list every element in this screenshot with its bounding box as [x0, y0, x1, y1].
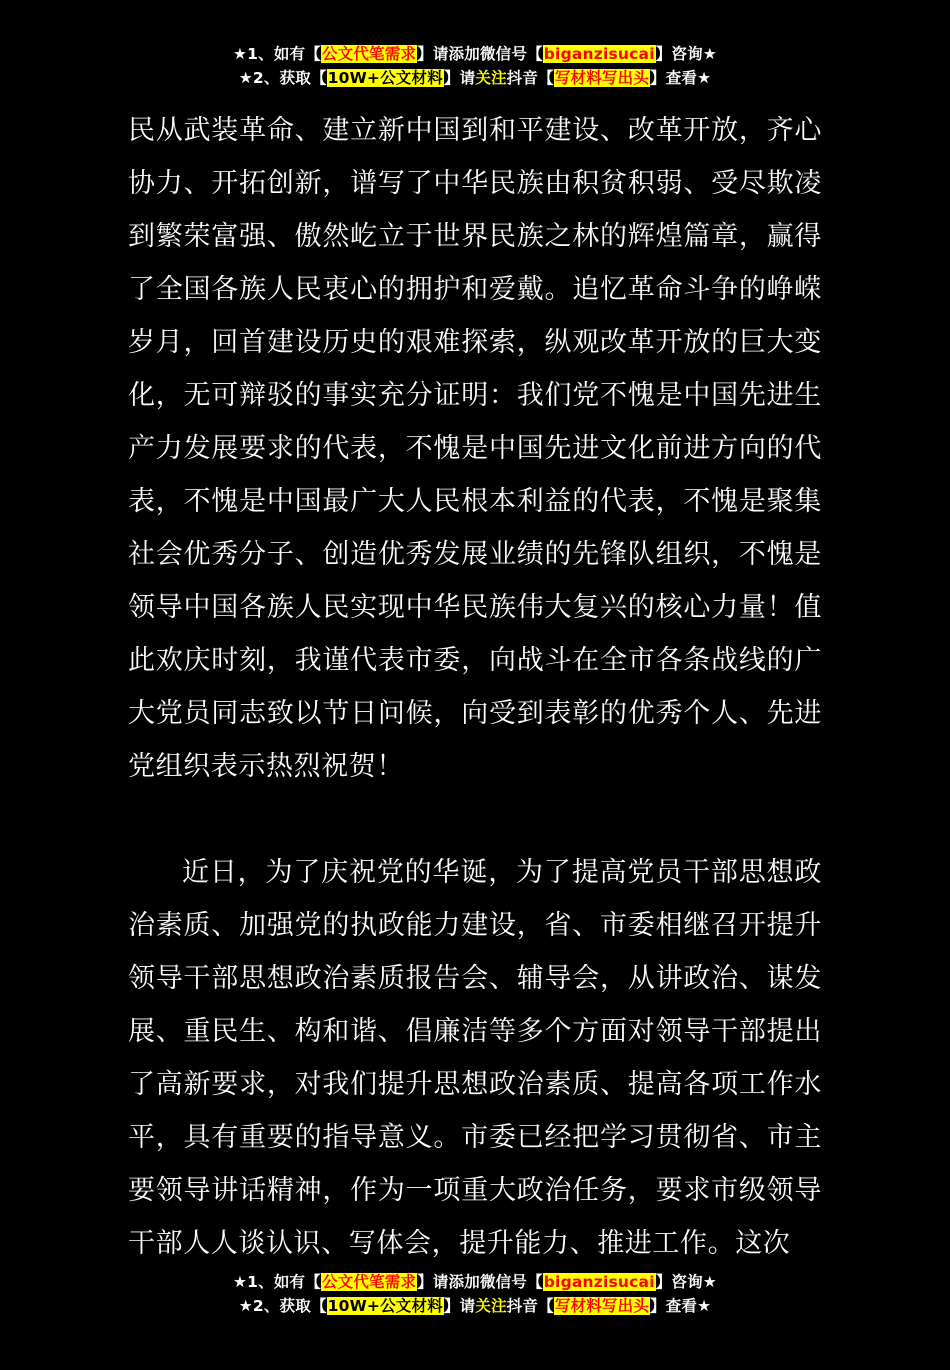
promo-bottom-line2-mid2: 抖音 [506, 1297, 539, 1316]
promo-top-line2-douyin-id: 写材料写出头 [554, 69, 650, 88]
promo-top-line-1 [0, 42, 950, 66]
promo-bottom-line1-mid: 请添加微信号 [432, 1273, 528, 1292]
promo-top-line2-bracket2-close: 】 [650, 69, 666, 88]
promo-bottom-line1-prefix: 1、如有 [247, 1273, 306, 1292]
promo-top-line2-highlight: 10W+公文材料 [327, 69, 443, 88]
promo-top-line1-wechat-id: biganzisucai [543, 45, 655, 63]
promo-bottom-line1-wechat-id: biganzisucai [543, 1273, 655, 1292]
promo-bottom-line2-mid-highlight: 关注 [475, 1297, 507, 1316]
promo-top-line2-bracket-open: 【 [310, 69, 327, 88]
promo-bottom-line2-bracket-open: 【 [310, 1297, 327, 1316]
promo-bottom-line2-bracket2-close: 】 [650, 1297, 666, 1316]
promo-top-line1-bracket-close: 】 [417, 45, 433, 63]
promo-top-line1-bracket2-close: 】 [655, 45, 672, 63]
promo-bottom-line2-mid: 请 [459, 1297, 476, 1316]
promo-bottom-line2-bracket-close: 】 [443, 1297, 460, 1316]
star-right-icon: ★ [702, 45, 717, 63]
promo-bottom-line1-bracket-close: 】 [417, 1273, 433, 1292]
promo-bottom-line1-bracket2-close: 】 [655, 1273, 672, 1292]
promo-top-line1-mid: 请添加微信号 [432, 45, 528, 63]
promo-top-line1-bracket-open: 【 [305, 45, 321, 63]
promo-top-line2-mid2: 抖音 [506, 69, 539, 88]
star-left-icon-3: ★ [233, 1273, 248, 1292]
star-left-icon: ★ [233, 45, 248, 63]
promo-bottom-line1-bracket-open: 【 [305, 1273, 321, 1292]
promo-top-line2-mid-highlight: 关注 [475, 69, 507, 88]
document-body [0, 90, 950, 1270]
body-paragraph-1: 民从武装革命、建立新中国到和平建设、改革开放，齐心协力、开拓创新，谱写了中华民族由积贫积弱、受尽欺凌到繁荣富强、傲然屹立于世界民族之林的辉煌篇章，赢得了全国各族人民衷心的拥护和爱戴。追忆革命斗争的峥嵘岁月，回首建设历史的艰难探索，纵观改革开放的巨大变化，无可辩驳的事实充分证明：我们党不愧是中国先进生产力发展要求的代表，不愧是中国先进文化前进方向的代表，不愧是中国最广大人民根本利益的代表，不愧是聚集社会优秀分子、创造优秀发展业绩的先锋队组织，不愧是领导中国各族人民实现中华民族伟大复兴的核心力量！值此欢庆时刻，我谨代表市委，向战斗在全市各条战线的广大党员同志致以节日问候，向受到表彰的优秀个人、先进党组织表示热烈祝贺！ [128, 115, 822, 783]
promo-bottom-line1-highlight: 公文代笔需求 [321, 1273, 417, 1292]
promo-bottom-line2-highlight: 10W+公文材料 [327, 1297, 443, 1316]
promo-bottom-line2-bracket2-open: 【 [538, 1297, 554, 1316]
promo-bottom-line-1 [0, 1270, 950, 1294]
promo-bottom-line2-tail: 查看 [665, 1297, 698, 1316]
promo-top-line2-mid: 请 [459, 69, 476, 88]
promo-top-line2-bracket-close: 】 [443, 69, 460, 88]
promo-top-line2-tail: 查看 [665, 69, 698, 88]
star-left-icon-2: ★ [238, 69, 253, 88]
star-right-icon-4: ★ [697, 1297, 712, 1316]
promo-top-line1-prefix: 1、如有 [247, 45, 306, 63]
promo-top-line1-highlight: 公文代笔需求 [321, 45, 417, 63]
promo-bottom-line-2 [0, 1294, 950, 1318]
body-paragraph-2: 近日，为了庆祝党的华诞，为了提高党员干部思想政治素质、加强党的执政能力建设，省、市委相继召开提升领导干部思想政治素质报告会、辅导会，从讲政治、谋发展、重民生、构和谐、倡廉洁等多个方面对领导干部提出了高新要求，对我们提升思想政治素质、提高各项工作水平，具有重要的指导意义。市委已经把学习贯彻省、市主要领导讲话精神，作为一项重大政治任务，要求市级领导干部人人谈认识、写体会，提升能力、推进工作。这次 [128, 857, 822, 1260]
promo-bottom-line1-tail: 咨询 [671, 1273, 703, 1292]
star-left-icon-4: ★ [238, 1297, 253, 1316]
promo-banner-top [0, 0, 950, 90]
promo-bottom-line1-bracket2-open: 【 [527, 1273, 543, 1292]
paragraph-spacer [128, 793, 822, 846]
promo-top-line1-tail: 咨询 [671, 45, 703, 63]
promo-top-line2-prefix: 2、获取 [252, 69, 311, 88]
star-right-icon-3: ★ [702, 1273, 717, 1292]
promo-top-line2-bracket2-open: 【 [538, 69, 554, 88]
promo-bottom-line2-prefix: 2、获取 [252, 1297, 311, 1316]
star-right-icon-2: ★ [697, 69, 712, 88]
promo-bottom-line2-douyin-id: 写材料写出头 [554, 1297, 650, 1316]
promo-banner-bottom [0, 1270, 950, 1370]
promo-top-line-2 [0, 66, 950, 90]
promo-top-line1-bracket2-open: 【 [527, 45, 543, 63]
